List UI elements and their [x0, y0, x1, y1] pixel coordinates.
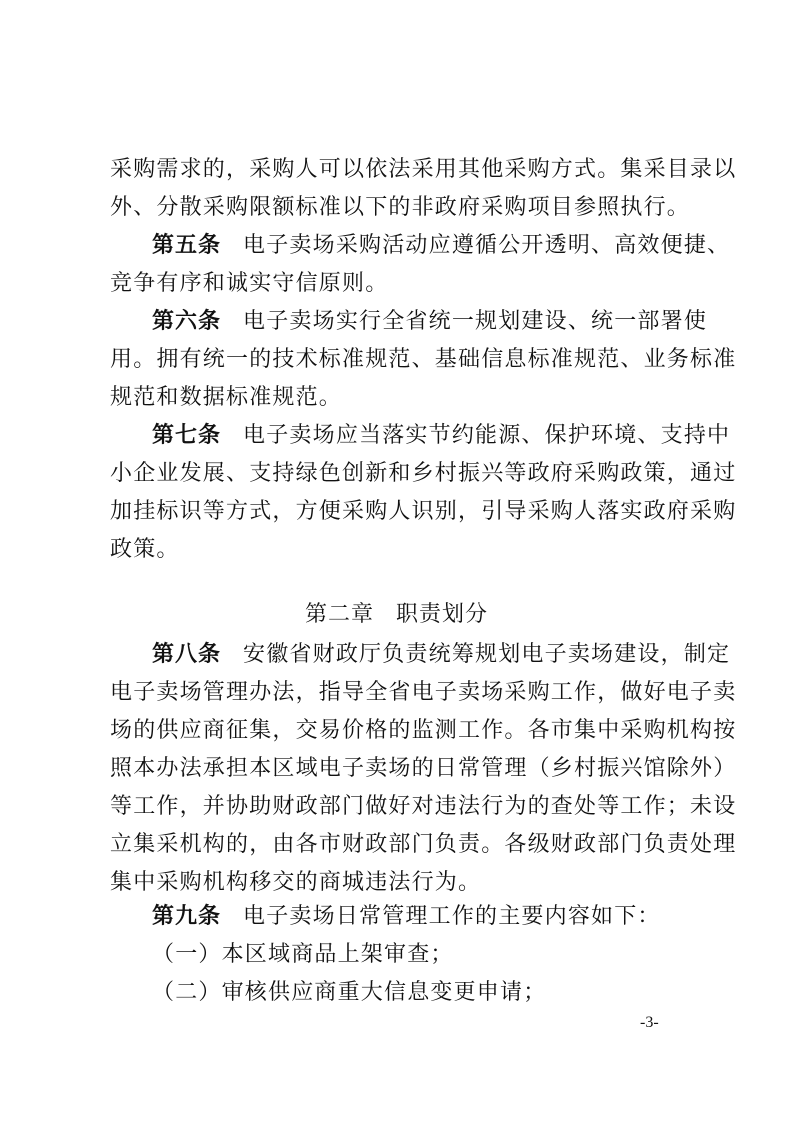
paragraph-line: 加挂标识等方式，方便采购人识别，引导采购人落实政府采购: [110, 499, 737, 524]
paragraph-line: 用。拥有统一的技术标准规范、基础信息标准规范、业务标准: [110, 347, 737, 372]
paragraph-line: 等工作，并协助财政部门做好对违法行为的查处等工作；未设: [110, 794, 737, 819]
article-8-first-line: [152, 640, 731, 670]
paragraph-line: 外、分散采购限额标准以下的非政府采购项目参照执行。: [110, 195, 691, 220]
paragraph-line: 照本办法承担本区域电子卖场的日常管理（乡村振兴馆除外）: [110, 756, 737, 781]
paragraph-line: 立集采机构的，由各市财政部门负责。各级财政部门负责处理: [110, 832, 737, 857]
paragraph-line: 规范和数据标准规范。: [110, 385, 343, 410]
paragraph-line: 采购需求的，采购人可以依法采用其他采购方式。集采目录以: [110, 157, 737, 182]
list-item: （二）审核供应商重大信息变更申请；: [152, 980, 547, 1005]
paragraph-text: 电子卖场实行全省统一规划建设、统一部署使: [243, 309, 708, 334]
paragraph-text: 电子卖场日常管理工作的主要内容如下：: [243, 904, 661, 929]
article-6-first-line: [152, 307, 708, 337]
paragraph-line: 小企业发展、支持绿色创新和乡村振兴等政府采购政策，通过: [110, 461, 737, 486]
article-9-first-line: [152, 902, 692, 932]
list-item: （一）本区域商品上架审查；: [152, 942, 454, 967]
paragraph-line: 政策。: [110, 537, 180, 562]
paragraph-text: 电子卖场应当落实节约能源、保护环境、支持中: [243, 423, 731, 448]
paragraph-text: 电子卖场采购活动应遵循公开透明、高效便捷、: [243, 233, 731, 258]
paragraph-line: 电子卖场管理办法，指导全省电子卖场采购工作，做好电子卖: [110, 680, 737, 705]
article-6-heading: 第六条: [152, 309, 222, 334]
article-5-first-line: [152, 231, 731, 261]
page-number: -3-: [640, 1014, 659, 1031]
paragraph-line: 场的供应商征集，交易价格的监测工作。各市集中采购机构按: [110, 718, 737, 743]
chapter-title: 职责划分: [396, 602, 489, 627]
article-5-heading: 第五条: [152, 233, 222, 258]
article-7-heading: 第七条: [152, 423, 222, 448]
paragraph-line: 集中采购机构移交的商城违法行为。: [110, 870, 482, 895]
chapter-heading: [0, 600, 793, 630]
article-8-heading: 第八条: [152, 642, 222, 667]
article-7-first-line: [152, 421, 731, 451]
paragraph-line: 竞争有序和诚实守信原则。: [110, 271, 389, 296]
chapter-number: 第二章: [304, 602, 374, 627]
article-9-heading: 第九条: [152, 904, 222, 929]
paragraph-text: 安徽省财政厅负责统筹规划电子卖场建设，制定: [243, 642, 731, 667]
